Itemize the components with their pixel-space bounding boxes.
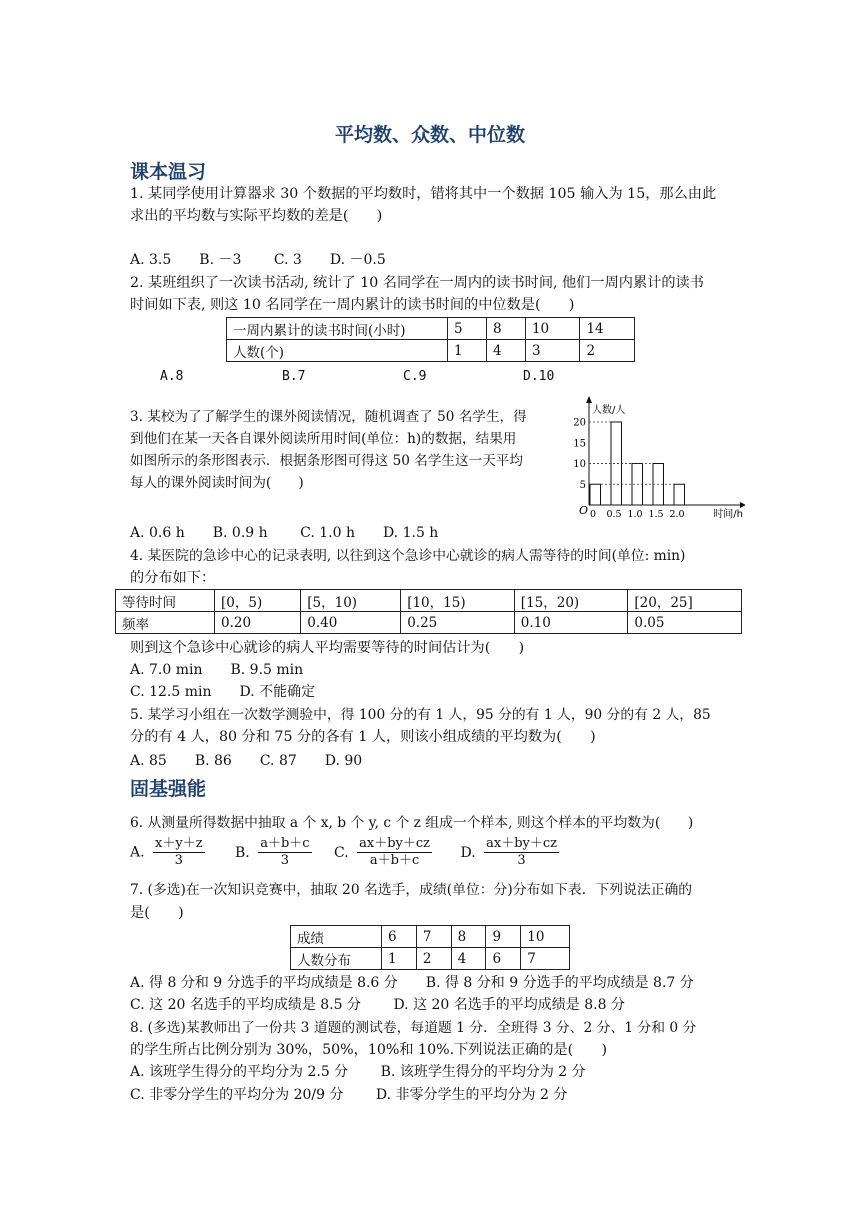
q6-option-a-denominator: 3 [174, 853, 183, 868]
q2-option-a: A.8 [160, 369, 184, 384]
q6-option-c-numerator: ax＋by＋cz [359, 836, 431, 851]
q7-cell: 7 [416, 926, 451, 948]
q3-line4: 每人的课外阅读时间为( ) [130, 475, 304, 491]
x-tick-label: 1.5 [648, 509, 664, 520]
q4-cell: 0.25 [401, 612, 515, 634]
q3-line1: 3. 某校为了了解学生的课外阅读情况，随机调查了 50 名学生，得 [130, 409, 527, 425]
q6-option-b-denominator: 3 [280, 853, 290, 868]
q2-cell: 人数(个) [227, 340, 448, 362]
q4-line3: 则到这个急诊中心就诊的病人平均需要等待的时间估计为( ) [130, 640, 525, 656]
q7-cell: 10 [521, 926, 570, 948]
q6-option-c-denominator: a＋b＋c [369, 853, 420, 868]
q2-line2: 时间如下表, 则这 10 名同学在一周内累计的读书时间的中位数是( ) [130, 297, 575, 313]
q4-cell: [0，5) [215, 590, 301, 612]
q4-line1: 4. 某医院的急诊中心的记录表明, 以往到这个急诊中心就诊的病人需等待的时间(单位: min) [130, 548, 686, 564]
x-tick-label: 0 [589, 509, 597, 520]
q7-cell: 8 [451, 926, 486, 948]
q7-options-ab: A. 得 8 分和 9 分选手的平均成绩是 8.6 分 B. 得 8 分和 9 分选手的平均成绩是 8.7 分 [130, 975, 694, 991]
x-axis-label: 时间/h [713, 509, 743, 520]
q7-cell: 4 [451, 948, 486, 970]
q5-line1: 5. 某学习小组在一次数学测验中，得 100 分的有 1 人，95 分的有 1 人，90 分的有 2 人，85 [130, 707, 711, 723]
q8-options-cd: C. 非零分学生的平均分为 20/9 分 D. 非零分学生的平均分为 2 分 [130, 1087, 568, 1103]
y-tick-label: 15 [573, 438, 586, 450]
q4-line2: 的分布如下： [130, 570, 216, 586]
q7-cell: 人数分布 [291, 948, 382, 970]
q6-option-b-label: B. [235, 844, 250, 861]
q5-line2: 分的有 4 人，80 分和 75 分的各有 1 人，则该小组成绩的平均数为( ) [130, 729, 596, 745]
q6-option-c-label: C. [334, 844, 349, 861]
q7-cell: 成绩 [291, 926, 382, 948]
q6-option-c-fraction [357, 836, 432, 869]
reading-time-bar-chart [570, 395, 745, 520]
q8-line1: 8. (多选)某教师出了一份共 3 道题的测试卷，每道题 1 分．全班得 3 分、2 分、1 分和 0 分 [130, 1020, 697, 1036]
q4-cell: 0.20 [215, 612, 301, 634]
q4-cell: 频率 [116, 612, 215, 634]
q6-option-d-fraction [484, 836, 559, 869]
q4-cell: 0.10 [514, 612, 628, 634]
bar [674, 484, 685, 505]
q6-option-a-numerator: x＋y＋z [155, 836, 203, 851]
q4-cell: [20，25] [628, 590, 742, 612]
q7-cell: 6 [382, 926, 417, 948]
y-tick-label: 10 [573, 459, 586, 470]
q2-cell: 4 [486, 340, 525, 362]
bar [590, 484, 601, 505]
q7-cell: 2 [416, 948, 451, 970]
page-title: 平均数、众数、中位数 [334, 124, 525, 146]
q6-option-a-fraction [153, 836, 205, 869]
q2-cell: 8 [486, 318, 525, 340]
y-axis-label: 人数/人 [592, 405, 626, 416]
q2-option-b: B.7 [282, 369, 306, 384]
y-tick-label: 20 [573, 417, 586, 429]
q7-cell: 9 [486, 926, 521, 948]
q4-cell: 等待时间 [116, 590, 215, 612]
q6-option-d-numerator: ax＋by＋cz [486, 836, 558, 851]
q4-cell: [10，15) [401, 590, 515, 612]
q7-line1: 7. (多选)在一次知识竞赛中，抽取 20 名选手，成绩(单位：分)分布如下表．下列说法正确的 [130, 882, 693, 898]
q8-options-ab: A. 该班学生得分的平均分为 2.5 分 B. 该班学生得分的平均分为 2 分 [130, 1064, 586, 1080]
q6-line1: 6. 从测量所得数据中抽取 a 个 x, b 个 y, c 个 z 组成一个样本, 则这个样本的平均数为( ) [130, 815, 694, 831]
q2-cell: 14 [580, 318, 635, 340]
section-heading-consolidate: 固基强能 [130, 778, 207, 800]
q4-cell: 0.05 [628, 612, 742, 634]
q2-table [226, 317, 635, 362]
origin-label: O [579, 504, 589, 517]
q2-cell: 一周内累计的读书时间(小时) [227, 318, 448, 340]
x-axis-arrow-icon [740, 502, 745, 508]
q1-line2: 求出的平均数与实际平均数的差是( ) [130, 208, 383, 224]
q8-line2: 的学生所占比例分别为 30%，50%，10%和 10%.下列说法正确的是( ) [130, 1042, 608, 1058]
q1-options: A. 3.5 B. －3 C. 3 D. －0.5 [130, 252, 386, 268]
q2-cell: 1 [448, 340, 487, 362]
q2-cell: 2 [580, 340, 635, 362]
q4-options-cd: C. 12.5 min D. 不能确定 [130, 684, 316, 700]
q2-cell: 5 [448, 318, 487, 340]
y-axis-arrow-icon [586, 396, 592, 403]
x-tick-label: 2.0 [669, 509, 685, 520]
q7-cell: 7 [521, 948, 570, 970]
q7-table [290, 925, 570, 970]
q6-option-b-numerator: a＋b＋c [260, 836, 310, 851]
q7-options-cd: C. 这 20 名选手的平均成绩是 8.5 分 D. 这 20 名选手的平均成绩是 8.8 分 [130, 997, 625, 1013]
q4-table [115, 589, 742, 634]
q7-cell: 6 [486, 948, 521, 970]
q7-line2: 是( ) [130, 905, 184, 921]
q3-line3: 如图所示的条形图表示．根据条形图可得这 50 名学生这一天平均 [130, 453, 523, 469]
q2-option-d: D.10 [523, 369, 555, 384]
q6-options [130, 836, 559, 869]
q4-cell: [15，20) [514, 590, 628, 612]
q2-cell: 3 [525, 340, 580, 362]
q3-options: A. 0.6 h B. 0.9 h C. 1.0 h D. 1.5 h [130, 525, 439, 541]
q7-cell: 1 [382, 948, 417, 970]
q6-option-a-label: A. [130, 844, 145, 861]
q2-option-c: C.9 [403, 369, 427, 384]
q2-line1: 2. 某班组织了一次读书活动, 统计了 10 名同学在一周内的读书时间, 他们一周内累计的读书 [130, 275, 704, 291]
q4-options-ab: A. 7.0 min B. 9.5 min [130, 662, 304, 678]
bar [611, 422, 622, 505]
q1-line1: 1. 某同学使用计算器求 30 个数据的平均数时，错将其中一个数据 105 输入为 15，那么由此 [130, 186, 717, 202]
q2-cell: 10 [525, 318, 580, 340]
q6-option-b-fraction [258, 836, 311, 869]
q5-options: A. 85 B. 86 C. 87 D. 90 [130, 753, 363, 769]
x-tick-label: 1.0 [627, 509, 643, 520]
q6-option-d-denominator: 3 [517, 853, 526, 868]
q4-cell: 0.40 [301, 612, 401, 634]
q3-line2: 到他们在某一天各自课外阅读所用时间(单位：h)的数据，结果用 [130, 431, 517, 447]
q6-option-d-label: D. [460, 844, 476, 861]
section-heading-review: 课本温习 [130, 161, 207, 183]
q4-cell: [5，10) [301, 590, 401, 612]
y-tick-label: 5 [579, 479, 586, 491]
x-tick-label: 0.5 [606, 509, 622, 520]
